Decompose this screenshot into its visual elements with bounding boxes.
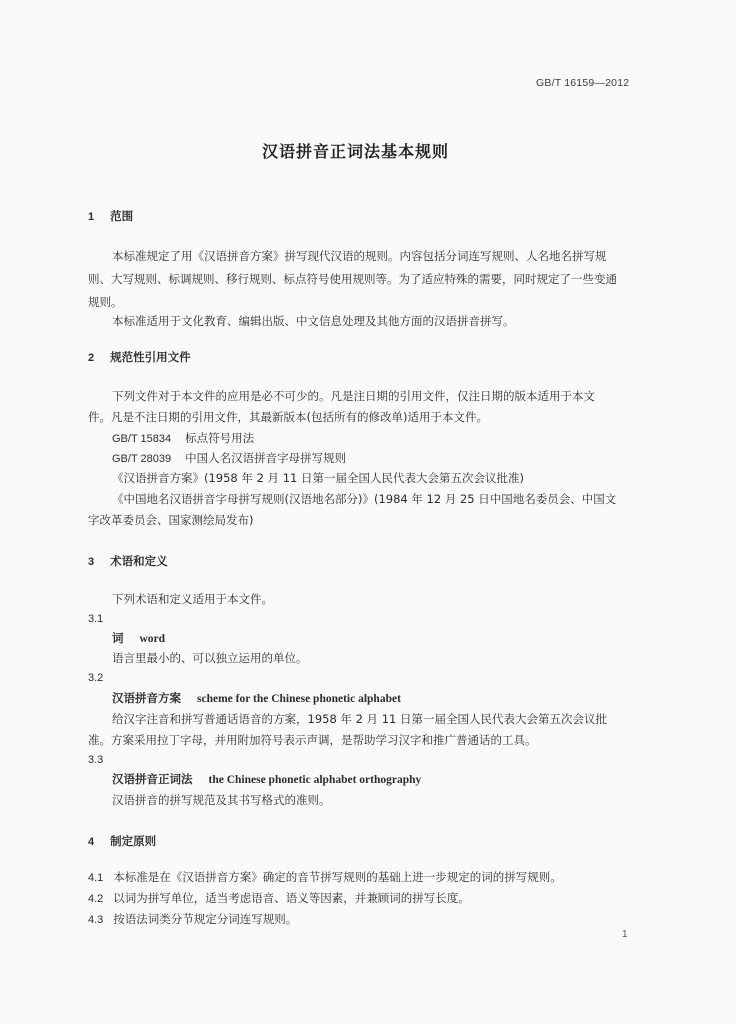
term-3-1-definition: 语言里最小的、可以独立运用的单位。: [112, 651, 308, 665]
term-3-1-chinese: 词: [112, 631, 124, 645]
section-1-paragraph-1-line-3: 规则。: [88, 295, 123, 309]
term-3-3: [112, 772, 421, 787]
principle-4-3: [88, 912, 297, 927]
principle-4-2: [88, 891, 470, 906]
principle-4-3-text: 按语法词类分节规定分词连写规则。: [113, 912, 298, 926]
section-3-number: 3: [88, 556, 95, 568]
term-3-1: [112, 631, 165, 646]
reference-1-title: 标点符号用法: [185, 431, 255, 445]
term-3-2-chinese: 汉语拼音方案: [112, 691, 181, 705]
reference-2-code: GB/T 28039: [112, 453, 172, 465]
term-3-2-definition-line-1: 给汉字注音和拼写普通话语音的方案，1958 年 2 月 11 日第一届全国人民代表大会第五次会议批: [112, 712, 607, 726]
section-2-number: 2: [88, 352, 95, 364]
term-3-3-chinese: 汉语拼音正词法: [112, 772, 193, 786]
principle-4-1: [88, 870, 562, 885]
standard-number: GB/T 16159—2012: [536, 77, 630, 89]
document-title: 汉语拼音正词法基本规则: [262, 142, 450, 161]
term-3-2-definition-line-2: 准。方案采用拉丁字母，并用附加符号表示声调，是帮助学习汉字和推广普通话的工具。: [88, 733, 537, 747]
normative-reference-4-line-1: 《中国地名汉语拼音字母拼写规则(汉语地名部分)》(1984 年 12 月 25 日中国地名委员会、中国文: [112, 492, 617, 506]
section-2-paragraph-line-2: 件。凡是不注日期的引用文件，其最新版本(包括所有的修改单)适用于本文件。: [88, 410, 488, 424]
term-3-3-definition: 汉语拼音的拼写规范及其书写格式的准则。: [112, 793, 331, 807]
section-4-number: 4: [88, 836, 95, 848]
term-3-2-english: scheme for the Chinese phonetic alphabet: [197, 693, 401, 705]
reference-1-code: GB/T 15834: [112, 433, 172, 445]
term-3-2-number: 3.2: [88, 672, 104, 684]
term-3-3-english: the Chinese phonetic alphabet orthography: [208, 774, 422, 786]
normative-reference-3: 《汉语拼音方案》(1958 年 2 月 11 日第一届全国人民代表大会第五次会议批准): [112, 471, 524, 485]
section-2-paragraph-line-1: 下列文件对于本文件的应用是必不可少的。凡是注日期的引用文件，仅注日期的版本适用于本文: [112, 389, 595, 403]
section-4-title: 制定原则: [110, 834, 157, 848]
principle-4-2-number: 4.2: [88, 893, 104, 905]
section-2-heading: [88, 350, 191, 365]
page-number: 1: [622, 929, 628, 940]
section-1-heading: [88, 209, 133, 224]
section-1-paragraph-1-line-1: 本标准规定了用《汉语拼音方案》拼写现代汉语的规则。内容包括分词连写规则、人名地名拼写规: [112, 249, 607, 263]
principle-4-3-number: 4.3: [88, 914, 104, 926]
principle-4-2-text: 以词为拼写单位，适当考虑语音、语义等因素，并兼顾词的拼写长度。: [113, 891, 470, 905]
term-3-1-english: word: [139, 633, 166, 645]
term-3-3-number: 3.3: [88, 754, 104, 766]
normative-reference-2: [112, 451, 346, 466]
section-1-title: 范围: [110, 209, 134, 223]
section-3-heading: [88, 554, 168, 569]
term-3-2: [112, 691, 401, 706]
normative-reference-1: [112, 431, 254, 446]
section-1-paragraph-2: 本标准适用于文化教育、编辑出版、中文信息处理及其他方面的汉语拼音拼写。: [112, 314, 515, 328]
section-3-intro: 下列术语和定义适用于本文件。: [112, 592, 273, 606]
reference-2-title: 中国人名汉语拼音字母拼写规则: [185, 451, 347, 465]
section-2-title: 规范性引用文件: [110, 350, 191, 364]
section-4-heading: [88, 834, 156, 849]
section-1-number: 1: [88, 211, 95, 223]
section-3-title: 术语和定义: [110, 554, 168, 568]
section-1-paragraph-1-line-2: 则、大写规则、标调规则、移行规则、标点符号使用规则等。为了适应特殊的需要，同时规定了一些变通: [88, 272, 617, 286]
principle-4-1-text: 本标准是在《汉语拼音方案》确定的音节拼写规则的基础上进一步规定的词的拼写规则。: [113, 870, 562, 884]
normative-reference-4-line-2: 字改革委员会、国家测绘局发布): [88, 513, 254, 527]
term-3-1-number: 3.1: [88, 613, 104, 625]
principle-4-1-number: 4.1: [88, 872, 104, 884]
